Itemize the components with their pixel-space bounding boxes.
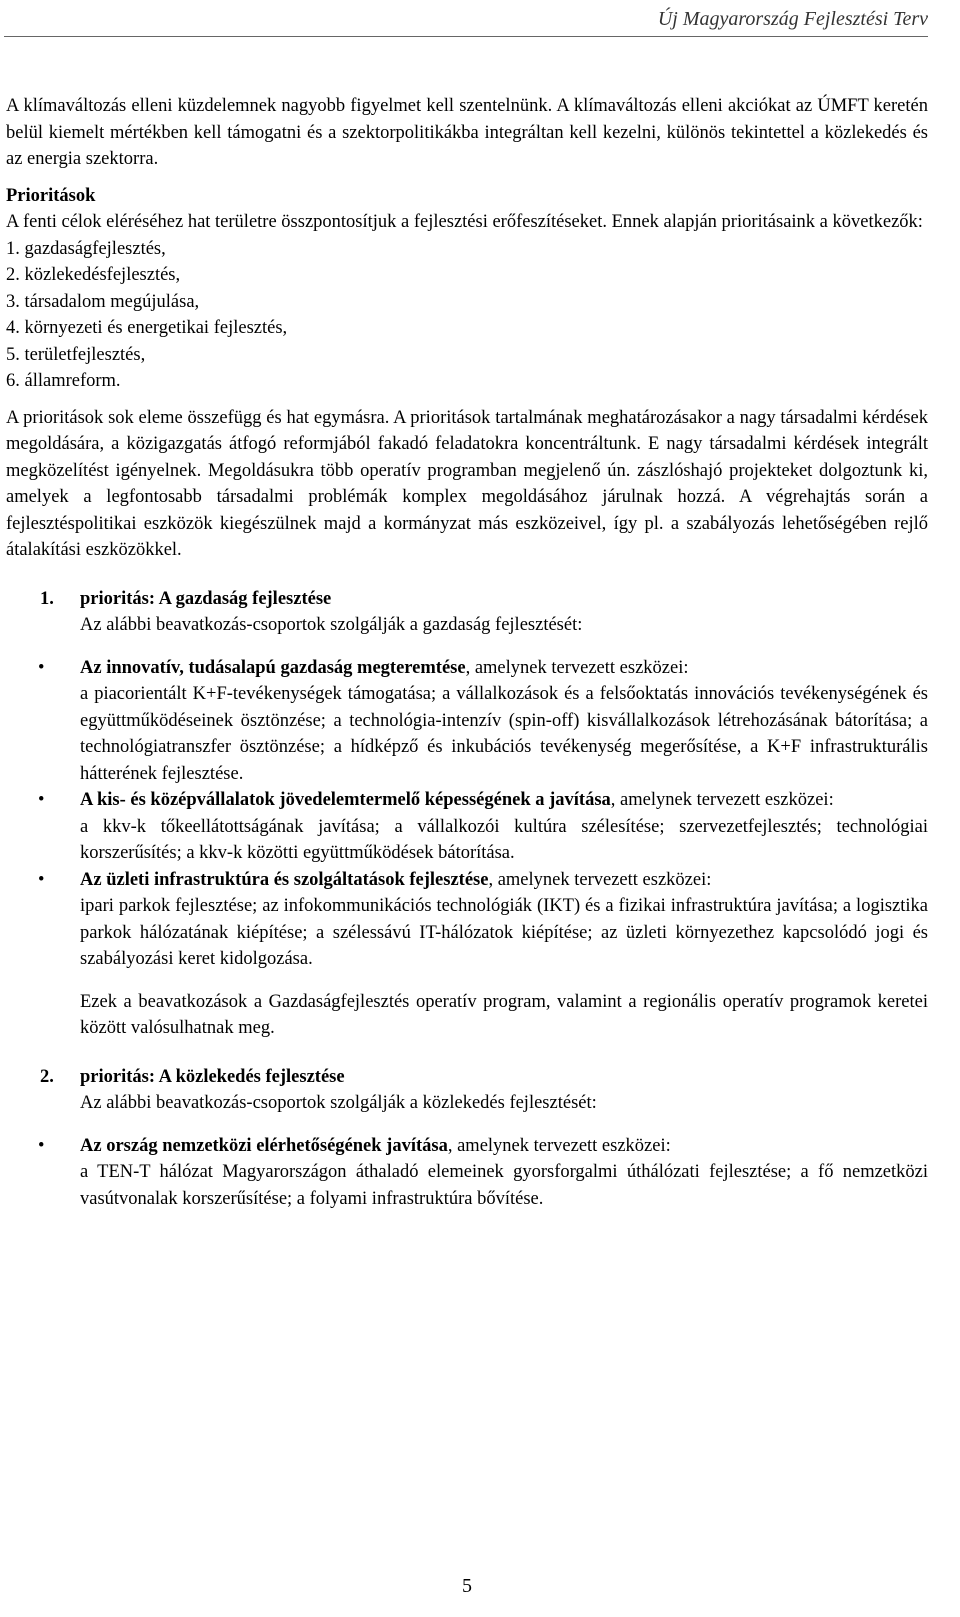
list-item bbox=[6, 1133, 928, 1213]
bullet-icon: • bbox=[38, 657, 45, 678]
page-number: 5 bbox=[462, 1575, 472, 1597]
priority-1-subtitle: Az alábbi beavatkozás-csoportok szolgálják a gazdaság fejlesztését: bbox=[80, 615, 583, 635]
priority-2-section bbox=[6, 1064, 928, 1213]
bullet-lead: Az innovatív, tudásalapú gazdaság megteremtése bbox=[80, 657, 466, 678]
bullet-detail: a piacorientált K+F-tevékenységek támogatása; a vállalkozások és a felsőoktatás innovációs tevékenységének és együttműködéseinek ösztönzése; a technológia-intenzív (spin-off) kisvállalkozások létrehozásának bátorítása; a technológiatranszfer ösztönzése; a hídképző és inkubációs tevékenység megerősítése, a K+F infrastrukturális hátterének fejlesztése. bbox=[80, 684, 928, 784]
priorities-summary: A prioritások sok eleme összefügg és hat egymásra. A prioritások tartalmának meghatározásakor a nagy társadalmi kérdések megoldására, a közigazgatás átfogó reformjából fakadó feladatokra koncentráltunk. E nagy társadalmi kérdések integrált megközelítést igényelnek. Megoldásukra több operatív programban megjelenő ún. zászlóshajó projekteket dolgoztunk ki, amelyek a legfontosabb társadalmi problémák komplex megoldásához járulnak hozzá. A végrehajtás során a fejlesztéspolitikai eszközök kiegészülnek majd a kormányzat más eszközeivel, így pl. a szabályozás lehetőségében rejlő átalakítási eszközökkel. bbox=[6, 407, 928, 560]
list-item: 4. környezeti és energetikai fejlesztés, bbox=[6, 318, 288, 338]
bullet-icon: • bbox=[38, 869, 45, 890]
bullet-detail: ipari parkok fejlesztése; az infokommunikációs technológiák (IKT) és a fizikai infrastruktúra javítása; a logisztika parkok hálózatának kiépítése; a szélessávú IT-hálózatok kiépítése; az üzleti környezethez kapcsolódó jogi és szabályozási keret kidolgozása. bbox=[80, 896, 928, 969]
list-item bbox=[6, 787, 928, 867]
priorities-list bbox=[6, 236, 928, 395]
page-content bbox=[6, 93, 928, 1212]
bullet-lead: A kis- és középvállalatok jövedelemtermelő képességének a javítása bbox=[80, 790, 611, 810]
priority-2-subtitle: Az alábbi beavatkozás-csoportok szolgálják a közlekedés fejlesztését: bbox=[80, 1093, 597, 1113]
bullet-lead-rest: , amelynek tervezett eszközei: bbox=[465, 657, 689, 678]
intro-paragraph: A klímaváltozás elleni küzdelemnek nagyobb figyelmet kell szentelnünk. A klímaváltozás elleni akciókat az ÚMFT keretén belül kiemelt mértékben kell támogatni és a szektorpolitikákba integráltan kell kezelni, különös tekintettel a közlekedés és az energia szektorra. bbox=[6, 96, 928, 169]
list-item: 1. gazdaságfejlesztés, bbox=[6, 238, 166, 259]
list-item bbox=[6, 655, 928, 788]
list-item: 5. területfejlesztés, bbox=[6, 344, 146, 365]
bullet-detail: a TEN-T hálózat Magyarországon áthaladó elemeinek gyorsforgalmi úthálózati fejlesztése; a fő nemzetközi vasútvonalak korszerűsítése; a folyami infrastruktúra bővítése. bbox=[80, 1162, 928, 1209]
bullet-lead-rest: , amelynek tervezett eszközei: bbox=[488, 869, 712, 890]
bullet-lead-rest: , amelynek tervezett eszközei: bbox=[447, 1135, 671, 1156]
priorities-intro: A fenti célok eléréséhez hat területre összpontosítjuk a fejlesztési erőfeszítéseket. Ennek alapján prioritásaink a következők: bbox=[6, 212, 923, 232]
running-header: Új Magyarország Fejlesztési Terv bbox=[657, 8, 928, 30]
list-item bbox=[6, 867, 928, 973]
priority-title: prioritás: A gazdaság fejlesztése bbox=[80, 588, 332, 609]
priority-1-heading bbox=[40, 586, 928, 613]
priority-1-closing: Ezek a beavatkozások a Gazdaságfejlesztés operatív program, valamint a regionális operatív programok keretei között valósulhatnak meg. bbox=[80, 991, 928, 1038]
list-item: 6. államreform. bbox=[6, 371, 121, 391]
priority-number: 2. bbox=[40, 1066, 54, 1087]
list-item: 3. társadalom megújulása, bbox=[6, 291, 200, 312]
bullet-icon: • bbox=[38, 1135, 45, 1156]
bullet-lead: Az üzleti infrastruktúra és szolgáltatások fejlesztése bbox=[80, 869, 489, 890]
bullet-lead: Az ország nemzetközi elérhetőségének javítása bbox=[80, 1135, 448, 1156]
priority-2-heading bbox=[40, 1064, 928, 1091]
bullet-detail: a kkv-k tőkeellátottságának javítása; a vállalkozói kultúra szélesítése; szervezetfejlesztés; technológiai korszerűsítés; a kkv-k közötti együttműködések bátorítása. bbox=[80, 816, 928, 863]
priority-2-bullets bbox=[6, 1133, 928, 1213]
priority-title: prioritás: A közlekedés fejlesztése bbox=[80, 1066, 345, 1087]
bullet-icon: • bbox=[38, 790, 45, 810]
priority-number: 1. bbox=[40, 588, 54, 609]
priorities-section bbox=[6, 183, 928, 564]
priorities-heading: Prioritások bbox=[6, 185, 96, 206]
priority-1-bullets bbox=[6, 655, 928, 973]
bullet-lead-rest: , amelynek tervezett eszközei: bbox=[610, 790, 834, 810]
header-divider bbox=[4, 36, 928, 37]
priority-1-section bbox=[6, 586, 928, 1042]
list-item: 2. közlekedésfejlesztés, bbox=[6, 265, 181, 285]
